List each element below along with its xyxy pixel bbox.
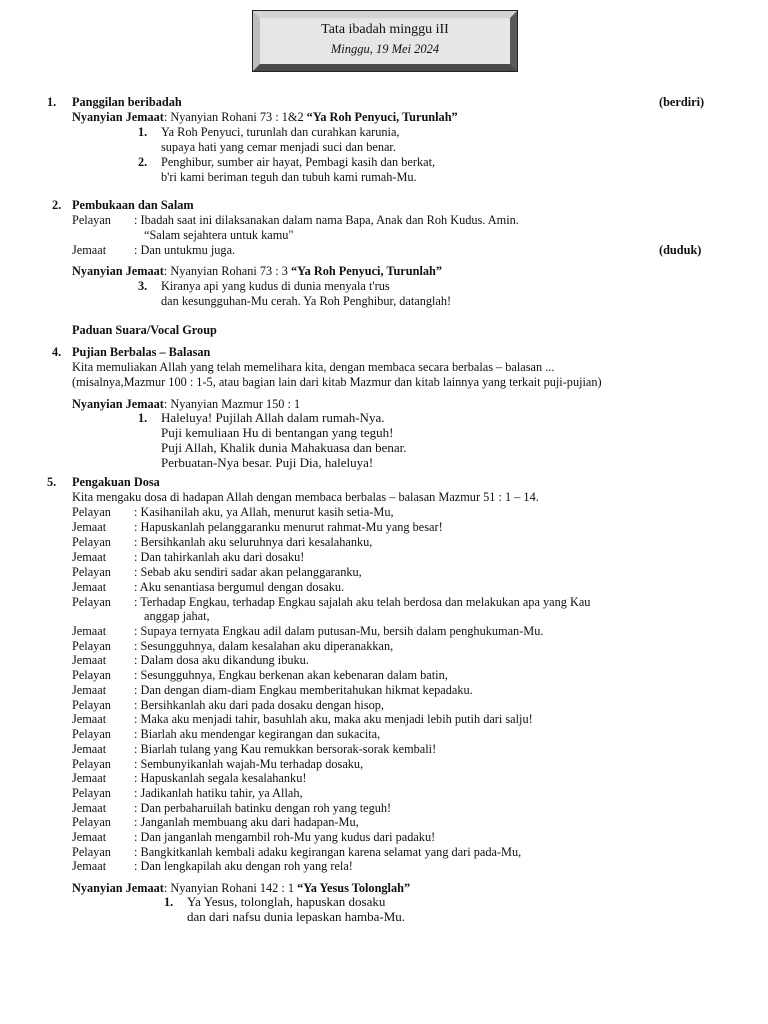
song-ref: Nyanyian Rohani 142 : 1	[170, 881, 295, 895]
speaker-label: Pelayan	[72, 698, 111, 712]
liturgy-text: : Bangkitkanlah kembali adaku kegirangan karena selamat yang dari pada-Mu,	[134, 845, 522, 859]
verse-number: 1.	[164, 895, 174, 909]
section-number: 5.	[47, 475, 57, 489]
speaker-label: Pelayan	[72, 565, 111, 579]
liturgy-text: : Sembunyikanlah wajah-Mu terhadap dosaku,	[134, 757, 364, 771]
liturgy-text: : Ibadah saat ini dilaksanakan dalam nama Bapa, Anak dan Roh Kudus. Amin.	[134, 213, 519, 227]
liturgy-text: “Salam sejahtera untuk kamu"	[144, 228, 294, 242]
section-desc: Kita memuliakan Allah yang telah memelihara kita, dengan membaca secara berbalas – balasan ...	[72, 360, 555, 374]
speaker-label: Jemaat	[72, 580, 107, 594]
song-title: “Ya Roh Penyuci, Turunlah”	[306, 110, 458, 124]
verse-line: Puji kemuliaan Hu di bentangan yang teguh!	[161, 425, 394, 440]
song-line: Nyanyian Jemaat: Nyanyian Rohani 73 : 3 “Ya Roh Penyuci, Turunlah”	[72, 264, 442, 278]
document-date: Minggu, 19 Mei 2024	[330, 42, 440, 56]
liturgy-text: : Sesungguhnya, Engkau berkenan akan kebenaran dalam batin,	[134, 668, 448, 682]
section-title: Pembukaan dan Salam	[72, 198, 194, 212]
section-title: Pujian Berbalas – Balasan	[72, 345, 211, 359]
section-number: 2.	[52, 198, 62, 212]
speaker-label: Pelayan	[72, 815, 111, 829]
liturgy-text: : Dan untukmu juga.	[134, 243, 236, 257]
section-title: Panggilan beribadah	[72, 95, 182, 109]
speaker-label: Pelayan	[72, 595, 111, 609]
speaker-label: Jemaat	[72, 742, 107, 756]
liturgy-text: : Dan perbaharuilah batinku dengan roh yang teguh!	[134, 801, 392, 815]
liturgy-text: : Aku senantiasa bergumul dengan dosaku.	[134, 580, 345, 594]
verse-number: 3.	[138, 279, 148, 293]
verse-line: Kiranya api yang kudus di dunia menyala t'rus	[161, 279, 390, 293]
speaker-label: Jemaat	[72, 243, 107, 257]
verse-line: Penghibur, sumber air hayat, Pembagi kasih dan berkat,	[161, 155, 436, 169]
posture-note: (duduk)	[659, 243, 702, 257]
liturgy-text: : Kasihanilah aku, ya Allah, menurut kasih setia-Mu,	[134, 505, 394, 519]
liturgy-text: : Dan dengan diam-diam Engkau memberitahukan hikmat kepadaku.	[134, 683, 473, 697]
speaker-label: Jemaat	[72, 683, 107, 697]
liturgy-text: : Hapuskanlah segala kesalahanku!	[134, 771, 307, 785]
section-title: Paduan Suara/Vocal Group	[72, 323, 217, 337]
song-line: Nyanyian Jemaat: Nyanyian Rohani 73 : 1&2 “Ya Roh Penyuci, Turunlah”	[72, 110, 458, 124]
liturgy-text: : Jadikanlah hatiku tahir, ya Allah,	[134, 786, 303, 800]
song-ref: Nyanyian Rohani 73 : 1&2	[170, 110, 304, 124]
speaker-label: Pelayan	[72, 668, 111, 682]
speaker-label: Jemaat	[72, 550, 107, 564]
liturgy-text: : Dan lengkapilah aku dengan roh yang rela!	[134, 859, 353, 873]
speaker-label: Pelayan	[72, 535, 111, 549]
liturgy-text: anggap jahat,	[144, 609, 210, 623]
speaker-label: Jemaat	[72, 520, 107, 534]
speaker-label: Pelayan	[72, 786, 111, 800]
song-label: Nyanyian Jemaat	[72, 881, 164, 895]
section-number: 4.	[52, 345, 62, 359]
speaker-label: Jemaat	[72, 624, 107, 638]
liturgy-text: : Sesungguhnya, dalam kesalahan aku diperanakkan,	[134, 639, 394, 653]
liturgy-text: : Biarlah tulang yang Kau remukkan bersorak-sorak kembali!	[134, 742, 437, 756]
liturgy-text: : Bersihkanlah aku dari pada dosaku dengan hisop,	[134, 698, 384, 712]
verse-line: b'ri kami beriman teguh dan tubuh kami rumah-Mu.	[161, 170, 417, 184]
liturgy-text: : Dalam dosa aku dikandung ibuku.	[134, 653, 309, 667]
verse-line: Ya Roh Penyuci, turunlah dan curahkan karunia,	[161, 125, 400, 139]
song-title: “Ya Roh Penyuci, Turunlah”	[290, 264, 442, 278]
verse-line: Perbuatan-Nya besar. Puji Dia, haleluya!	[161, 455, 374, 470]
section-desc: Kita mengaku dosa di hadapan Allah dengan membaca berbalas – balasan Mazmur 51 : 1 – 14.	[72, 490, 539, 504]
liturgy-text: : Maka aku menjadi tahir, basuhlah aku, maka aku menjadi lebih putih dari salju!	[134, 712, 533, 726]
section-title: Pengakuan Dosa	[72, 475, 160, 489]
section-desc: (misalnya,Mazmur 100 : 1-5, atau bagian lain dari kitab Mazmur dan kitab lainnya yang terkait puji-pujian)	[72, 375, 602, 389]
speaker-label: Pelayan	[72, 639, 111, 653]
speaker-label: Jemaat	[72, 830, 107, 844]
verse-line: supaya hati yang cemar menjadi suci dan benar.	[161, 140, 396, 154]
liturgy-text: : Hapuskanlah pelanggaranku menurut rahmat-Mu yang besar!	[134, 520, 443, 534]
song-ref: Nyanyian Mazmur 150 : 1	[170, 397, 301, 411]
song-ref: Nyanyian Rohani 73 : 3	[170, 264, 288, 278]
verse-number: 2.	[138, 155, 148, 169]
header-box	[253, 11, 517, 71]
verse-line: dan dari nafsu dunia lepaskan hamba-Mu.	[187, 909, 406, 924]
liturgy-text: : Biarlah aku mendengar kegirangan dan sukacita,	[134, 727, 381, 741]
song-label: Nyanyian Jemaat	[72, 264, 164, 278]
speaker-label: Pelayan	[72, 727, 111, 741]
speaker-label: Jemaat	[72, 712, 107, 726]
song-line: Nyanyian Jemaat: Nyanyian Rohani 142 : 1 “Ya Yesus Tolonglah”	[72, 881, 411, 895]
song-line: Nyanyian Jemaat: Nyanyian Mazmur 150 : 1	[72, 397, 301, 411]
section-number: 1.	[47, 95, 57, 109]
verse-line: dan kesungguhan-Mu cerah. Ya Roh Penghibur, datanglah!	[161, 294, 452, 308]
speaker-label: Jemaat	[72, 653, 107, 667]
liturgy-text: : Sebab aku sendiri sadar akan pelanggaranku,	[134, 565, 362, 579]
speaker-label: Jemaat	[72, 801, 107, 815]
verse-line: Haleluya! Pujilah Allah dalam rumah-Nya.	[161, 410, 385, 425]
song-title: “Ya Yesus Tolonglah”	[297, 881, 411, 895]
liturgy-text: : Terhadap Engkau, terhadap Engkau sajalah aku telah berdosa dan melakukan apa yang Kau	[134, 595, 591, 609]
speaker-label: Pelayan	[72, 213, 111, 227]
speaker-label: Jemaat	[72, 859, 107, 873]
speaker-label: Pelayan	[72, 757, 111, 771]
liturgy-text: : Janganlah membuang aku dari hadapan-Mu,	[134, 815, 359, 829]
verse-line: Puji Allah, Khalik dunia Mahakuasa dan benar.	[161, 440, 407, 455]
song-label: Nyanyian Jemaat	[72, 397, 164, 411]
speaker-label: Jemaat	[72, 771, 107, 785]
liturgy-text: : Supaya ternyata Engkau adil dalam putusan-Mu, bersih dalam penghukuman-Mu.	[134, 624, 544, 638]
verse-line: Ya Yesus, tolonglah, hapuskan dosaku	[187, 894, 386, 909]
document-title: Tata ibadah minggu iII	[321, 22, 449, 37]
song-label: Nyanyian Jemaat	[72, 110, 164, 124]
liturgy-text: : Dan tahirkanlah aku dari dosaku!	[134, 550, 305, 564]
speaker-label: Pelayan	[72, 505, 111, 519]
liturgy-text: : Bersihkanlah aku seluruhnya dari kesalahanku,	[134, 535, 373, 549]
liturgy-text: : Dan janganlah mengambil roh-Mu yang kudus dari padaku!	[134, 830, 436, 844]
speaker-label: Pelayan	[72, 845, 111, 859]
verse-number: 1.	[138, 411, 148, 425]
verse-number: 1.	[138, 125, 148, 139]
posture-note: (berdiri)	[659, 95, 705, 109]
